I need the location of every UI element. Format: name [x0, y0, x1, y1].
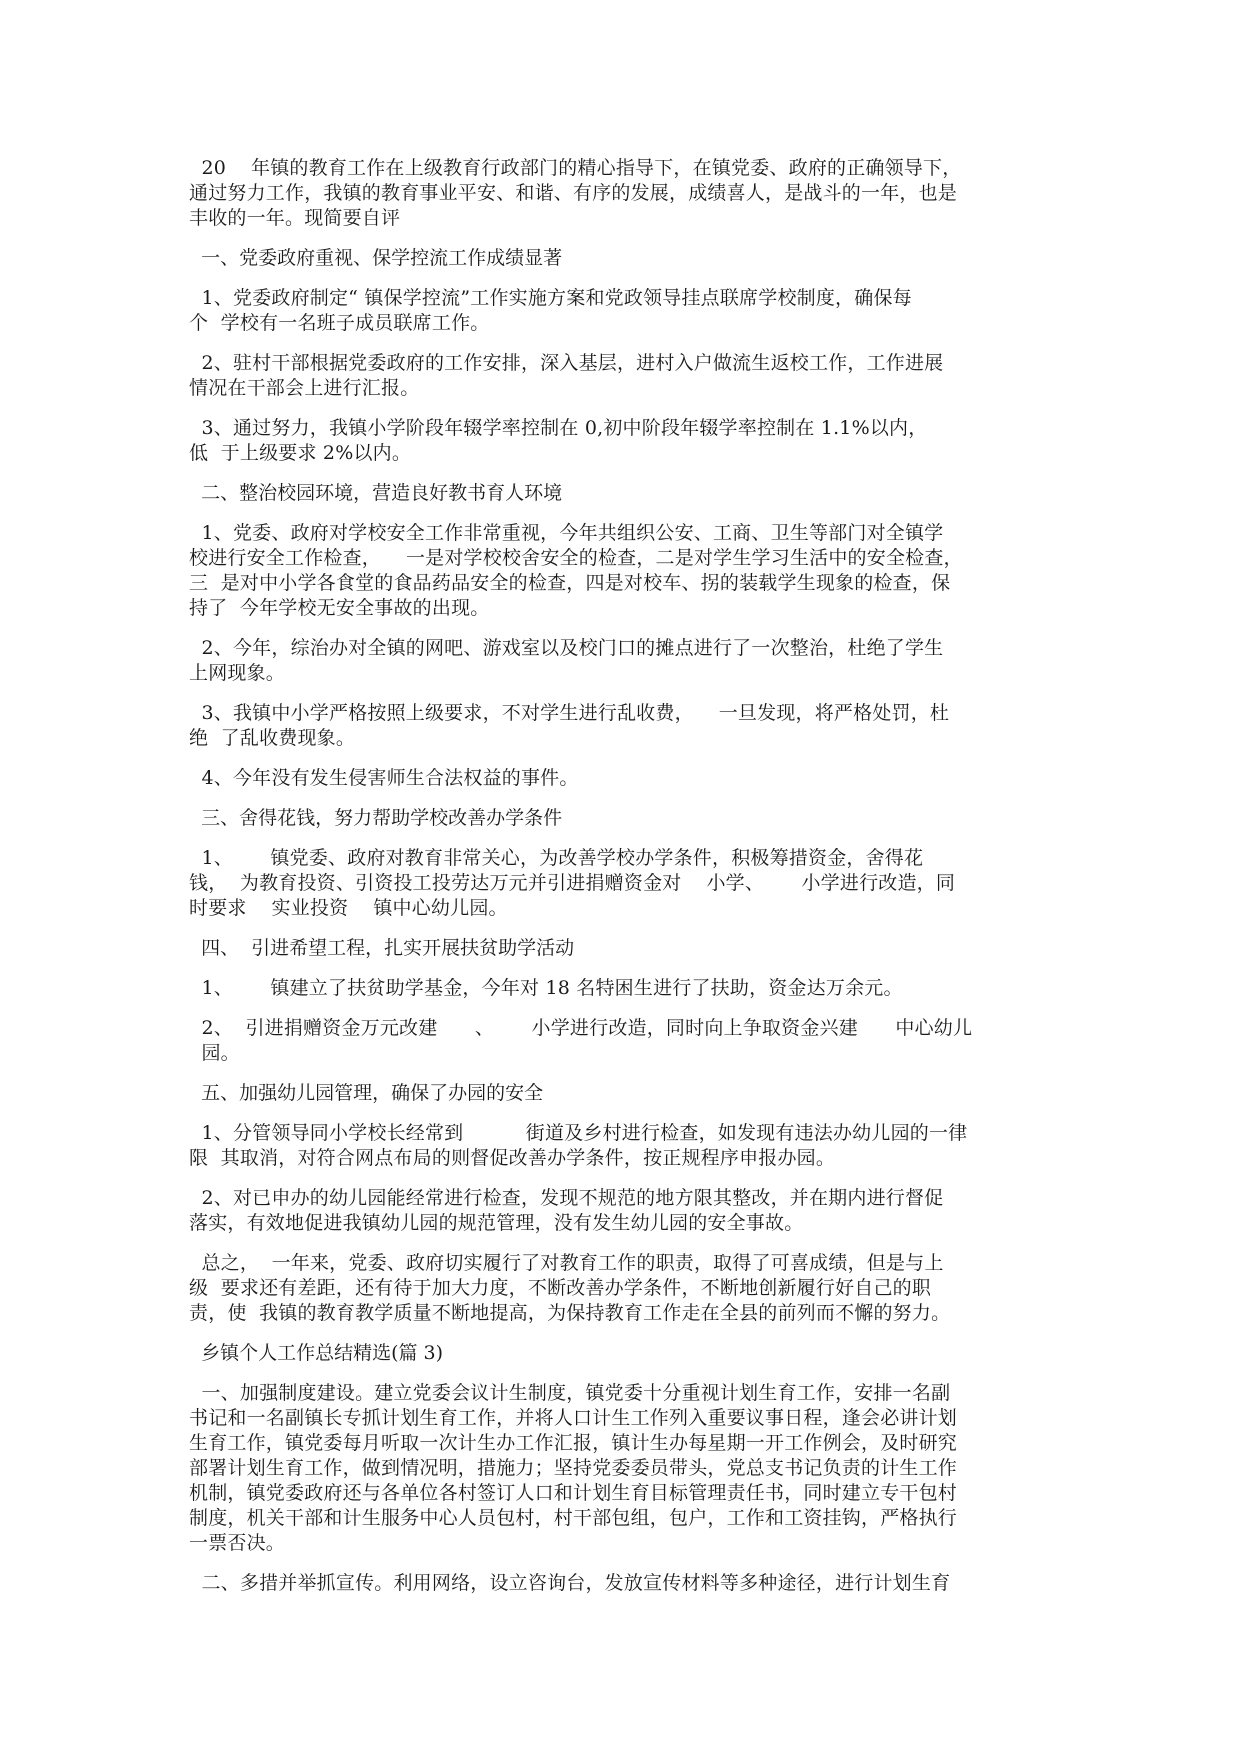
text-line: 2、对已申办的幼儿园能经常进行检查，发现不规范的地方限其整改，并在期内进行督促 — [189, 1187, 944, 1209]
paragraph — [189, 156, 1057, 231]
text-line: 一、加强制度建设。建立党委会议计生制度，镇党委十分重视计划生育工作，安排一名副 — [189, 1382, 951, 1404]
text-line: 低 于上级要求 2%以内。 — [189, 442, 412, 464]
text-line: 一、党委政府重视、保学控流工作成绩显著 — [189, 247, 563, 269]
text-line: 20 年镇的教育工作在上级教育行政部门的精心指导下，在镇党委、政府的正确领导下， — [189, 157, 962, 179]
section-heading — [189, 246, 1057, 271]
text-line: 机制，镇党委政府还与各单位各村签订人口和计划生育目标管理责任书，同时建立专干包村 — [189, 1482, 958, 1504]
paragraph — [189, 1186, 1057, 1236]
paragraph — [189, 1016, 1057, 1066]
paragraph — [189, 766, 1057, 791]
text-line: 通过努力工作，我镇的教育事业平安、和谐、有序的发展，成绩喜人，是战斗的一年，也是 — [189, 182, 958, 204]
section-heading — [189, 806, 1057, 831]
paragraph — [189, 701, 1057, 751]
text-line: 2、 引进捐赠资金万元改建 、 小学进行改造，同时向上争取资金兴建 中心幼儿 — [189, 1017, 973, 1039]
paragraph — [189, 1571, 1057, 1596]
text-line: 情况在干部会上进行汇报。 — [189, 377, 420, 399]
text-line: 丰收的一年。现简要自评 — [189, 207, 401, 229]
text-line: 部署计划生育工作，做到情况明，措施力；坚持党委委员带头，党总支书记负责的计生工作 — [189, 1457, 958, 1479]
text-line: 五、加强幼儿园管理，确保了办园的安全 — [189, 1082, 544, 1104]
text-line: 上网现象。 — [189, 662, 286, 684]
paragraph — [189, 1381, 1057, 1556]
text-line: 2、驻村干部根据党委政府的工作安排，深入基层，进村入户做流生返校工作，工作进展 — [189, 352, 944, 374]
text-line: 书记和一名副镇长专抓计划生育工作，并将人口计生工作列入重要议事日程，逢会必讲计划 — [189, 1407, 958, 1429]
section-heading — [189, 1081, 1057, 1106]
paragraph — [189, 1121, 1057, 1171]
text-line: 3、我镇中小学严格按照上级要求，不对学生进行乱收费， 一旦发现，将严格处罚，杜 — [189, 702, 950, 724]
text-line: 限 其取消，对符合网点布局的则督促改善办学条件，按正规程序申报办园。 — [189, 1147, 836, 1169]
text-line: 1、 镇建立了扶贫助学基金，今年对 18 名特困生进行了扶助，资金达万余元。 — [189, 977, 903, 999]
document-body — [189, 156, 1057, 1611]
text-line: 4、今年没有发生侵害师生合法权益的事件。 — [189, 767, 579, 789]
paragraph — [189, 1251, 1057, 1326]
text-line: 制度，机关干部和计生服务中心人员包村，村干部包组，包户，工作和工资挂钩，严格执行 — [189, 1507, 958, 1529]
text-line: 责，使 我镇的教育教学质量不断地提高，为保持教育工作走在全县的前列而不懈的努力。 — [189, 1302, 951, 1324]
text-line: 钱， 为教育投资、引资投工投劳达万元并引进捐赠资金对 小学、 小学进行改造，同 — [189, 872, 956, 894]
paragraph — [189, 286, 1057, 336]
text-line: 落实，有效地促进我镇幼儿园的规范管理，没有发生幼儿园的安全事故。 — [189, 1212, 804, 1234]
text-line: 1、党委、政府对学校安全工作非常重视，今年共组织公安、工商、卫生等部门对全镇学 — [189, 522, 944, 544]
text-line: 总之， 一年来，党委、政府切实履行了对教育工作的职责，取得了可喜成绩，但是与上 — [189, 1252, 944, 1274]
text-line: 持了 今年学校无安全事故的出现。 — [189, 597, 490, 619]
paragraph — [189, 521, 1057, 621]
paragraph — [189, 846, 1057, 921]
text-line: 2、今年，综治办对全镇的网吧、游戏室以及校门口的摊点进行了一次整治，杜绝了学生 — [189, 637, 944, 659]
paragraph — [189, 416, 1057, 466]
text-line: 校进行安全工作检查， 一是对学校校舍安全的检查，二是对学生学习生活中的安全检查， — [189, 547, 963, 569]
text-line: 一票否决。 — [189, 1532, 286, 1554]
text-line: 三、舍得花钱，努力帮助学校改善办学条件 — [189, 807, 563, 829]
text-line: 3、通过努力，我镇小学阶段年辍学率控制在 0,初中阶段年辍学率控制在 1.1%以内， — [189, 417, 928, 439]
text-line: 级 要求还有差距，还有待于加大力度，不断改善办学条件，不断地创新履行好自己的职 — [189, 1277, 932, 1299]
paragraph — [189, 636, 1057, 686]
text-line: 1、分管领导同小学校长经常到 街道及乡村进行检查，如发现有违法办幼儿园的一律 — [189, 1122, 968, 1144]
section-heading — [189, 1341, 1057, 1366]
text-line: 个 学校有一名班子成员联席工作。 — [189, 312, 490, 334]
text-line: 乡镇个人工作总结精选(篇 3) — [189, 1342, 444, 1364]
section-heading — [189, 481, 1057, 506]
section-heading — [189, 936, 1057, 961]
text-line: 生育工作，镇党委每月听取一次计生办工作汇报，镇计生办每星期一开工作例会，及时研究 — [189, 1432, 958, 1454]
paragraph — [189, 976, 1057, 1001]
text-line: 1、党委政府制定“ 镇保学控流”工作实施方案和党政领导挂点联席学校制度，确保每 — [189, 287, 912, 309]
text-line: 1、 镇党委、政府对教育非常关心，为改善学校办学条件，积极筹措资金，舍得花 — [189, 847, 924, 869]
text-line: 四、 引进希望工程，扎实开展扶贫助学活动 — [189, 937, 575, 959]
text-line: 二、整治校园环境，营造良好教书育人环境 — [189, 482, 563, 504]
paragraph — [189, 351, 1057, 401]
text-line: 时要求 实业投资 镇中心幼儿园。 — [189, 897, 508, 919]
text-line: 二、多措并举抓宣传。利用网络，设立咨询台，发放宣传材料等多种途径，进行计划生育 — [189, 1572, 951, 1594]
text-line: 园。 — [189, 1042, 240, 1064]
text-line: 绝 了乱收费现象。 — [189, 727, 356, 749]
text-line: 三 是对中小学各食堂的食品药品安全的检查，四是对校车、拐的装载学生现象的检查，保 — [189, 572, 951, 594]
